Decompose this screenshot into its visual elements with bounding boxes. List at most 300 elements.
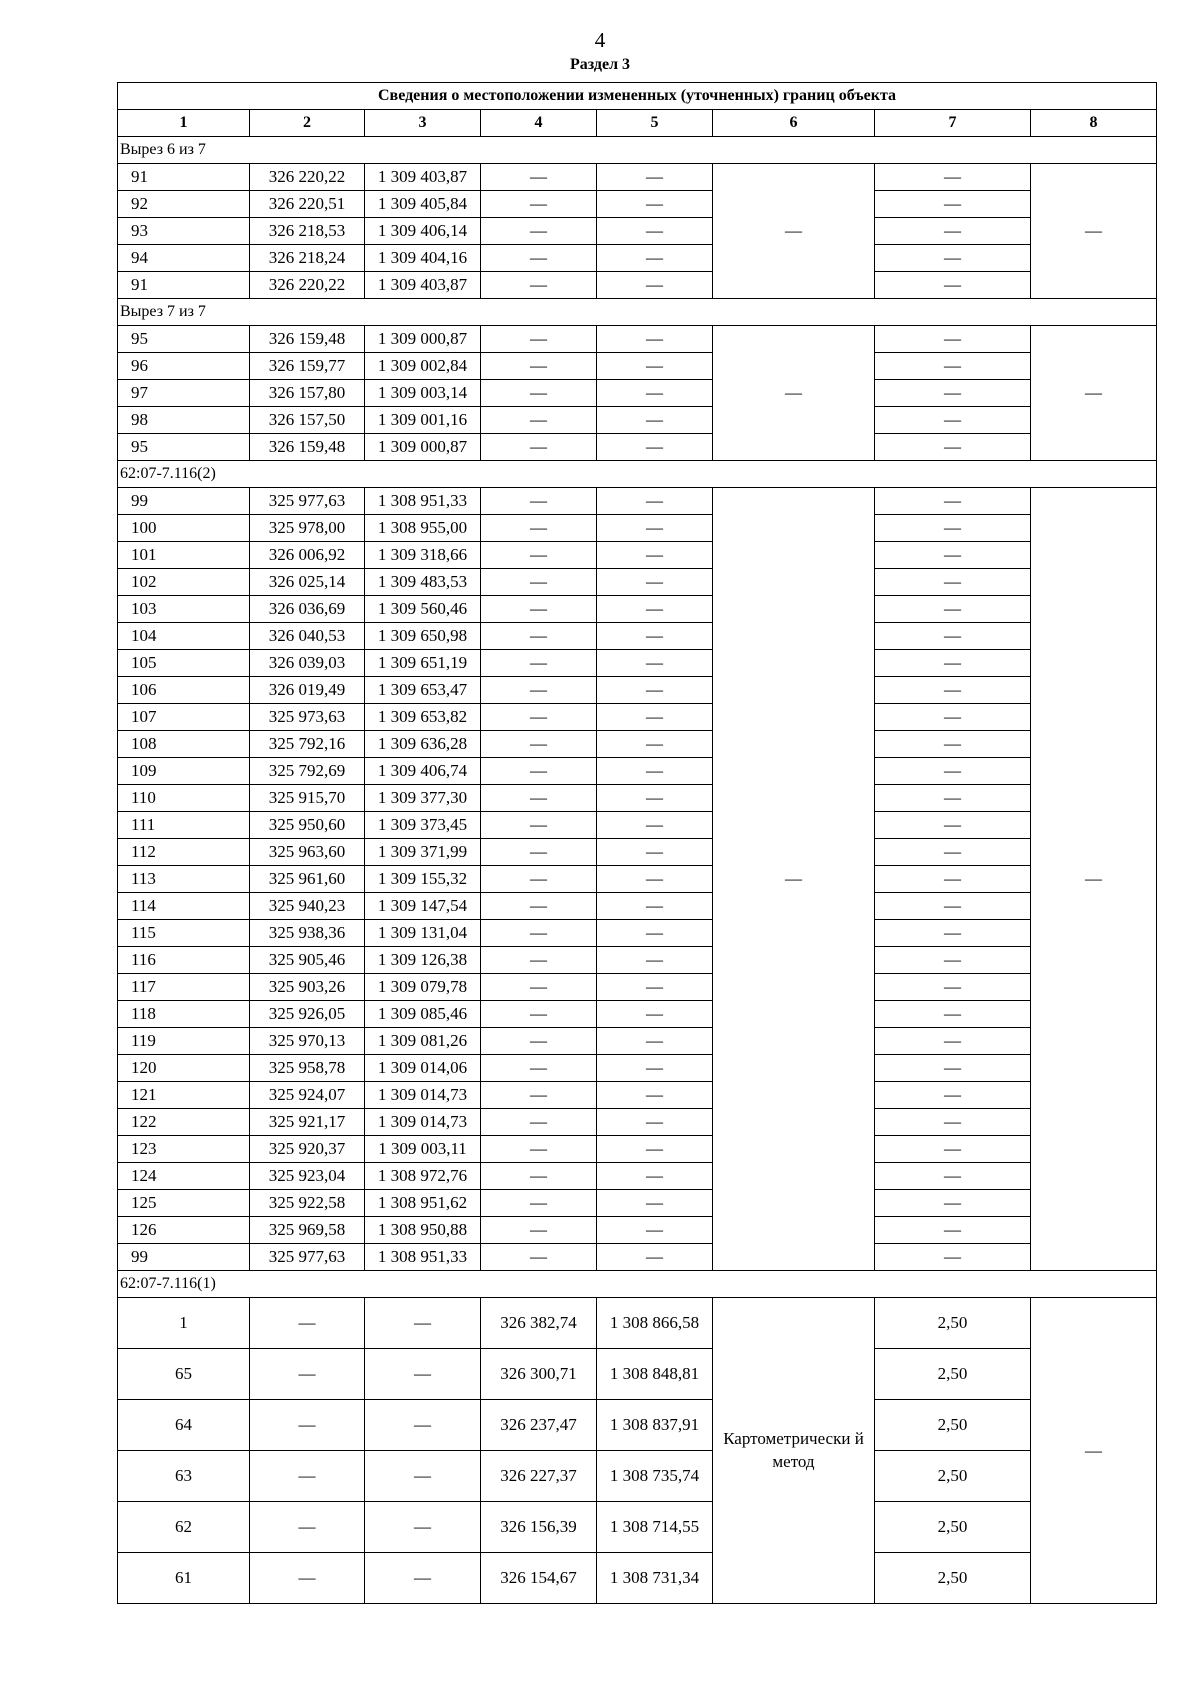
- cell-col3: 1 309 653,47: [365, 677, 481, 704]
- cell-col5: —: [597, 758, 713, 785]
- cell-col3: 1 309 000,87: [365, 326, 481, 353]
- cell-col5: —: [597, 434, 713, 461]
- cell-col5: —: [597, 596, 713, 623]
- column-header: 6: [713, 110, 875, 137]
- cell-col4: —: [481, 893, 597, 920]
- cell-col2: 326 159,48: [250, 434, 365, 461]
- cell-col7: —: [875, 569, 1031, 596]
- cell-col7: —: [875, 1001, 1031, 1028]
- cell-col5: 1 308 731,34: [597, 1553, 713, 1604]
- column-header: 5: [597, 110, 713, 137]
- cell-col4: —: [481, 434, 597, 461]
- cell-col2: 325 973,63: [250, 704, 365, 731]
- cell-col5: —: [597, 893, 713, 920]
- cell-col1: 62: [118, 1502, 250, 1553]
- table-row: [118, 1451, 1157, 1502]
- cell-col5: 1 308 714,55: [597, 1502, 713, 1553]
- table-row: [118, 488, 1157, 515]
- table-row: [118, 812, 1157, 839]
- cell-col3: 1 308 972,76: [365, 1163, 481, 1190]
- cell-col4: —: [481, 650, 597, 677]
- cell-col2: 325 903,26: [250, 974, 365, 1001]
- cell-col1: 94: [118, 245, 250, 272]
- cell-col5: —: [597, 380, 713, 407]
- cell-col2: 325 922,58: [250, 1190, 365, 1217]
- cell-col7: —: [875, 731, 1031, 758]
- cell-col3: —: [365, 1349, 481, 1400]
- cell-col4: 326 300,71: [481, 1349, 597, 1400]
- cell-col3: 1 309 147,54: [365, 893, 481, 920]
- cell-col1: 64: [118, 1400, 250, 1451]
- cell-col2: 326 019,49: [250, 677, 365, 704]
- cell-col4: —: [481, 704, 597, 731]
- cell-col7: 2,50: [875, 1502, 1031, 1553]
- group-label: 62:07-7.116(2): [118, 461, 1157, 488]
- cell-col4: —: [481, 812, 597, 839]
- column-header: 8: [1031, 110, 1157, 137]
- table-row: [118, 974, 1157, 1001]
- cell-col1: 103: [118, 596, 250, 623]
- table-title-row: [118, 83, 1157, 110]
- cell-col7: —: [875, 542, 1031, 569]
- table-row: [118, 677, 1157, 704]
- cell-col2: —: [250, 1502, 365, 1553]
- cell-col2: 326 036,69: [250, 596, 365, 623]
- table-row: [118, 866, 1157, 893]
- cell-col2: 326 039,03: [250, 650, 365, 677]
- cell-col2: 326 218,53: [250, 218, 365, 245]
- cell-col2: 326 159,77: [250, 353, 365, 380]
- group-label: Вырез 6 из 7: [118, 137, 1157, 164]
- cell-col2: 325 792,16: [250, 731, 365, 758]
- cell-col7: 2,50: [875, 1298, 1031, 1349]
- cell-col7: —: [875, 380, 1031, 407]
- cell-col3: 1 309 014,73: [365, 1082, 481, 1109]
- cell-col4: —: [481, 218, 597, 245]
- cell-col3: —: [365, 1553, 481, 1604]
- cell-col2: 326 040,53: [250, 623, 365, 650]
- cell-col5: —: [597, 1190, 713, 1217]
- cell-col3: 1 309 373,45: [365, 812, 481, 839]
- cell-col5: —: [597, 326, 713, 353]
- cell-col5: —: [597, 569, 713, 596]
- cell-col1: 105: [118, 650, 250, 677]
- cell-col4: —: [481, 245, 597, 272]
- cell-col3: 1 309 002,84: [365, 353, 481, 380]
- group-header-row: [118, 461, 1157, 488]
- cell-col1: 116: [118, 947, 250, 974]
- table-row: [118, 623, 1157, 650]
- cell-col2: 325 905,46: [250, 947, 365, 974]
- cell-col7: —: [875, 272, 1031, 299]
- cell-col7: —: [875, 1028, 1031, 1055]
- cell-col3: 1 309 000,87: [365, 434, 481, 461]
- cell-col7: —: [875, 1082, 1031, 1109]
- cell-col8-merged: —: [1031, 164, 1157, 299]
- cell-col5: 1 308 735,74: [597, 1451, 713, 1502]
- cell-col4: —: [481, 326, 597, 353]
- cell-col5: —: [597, 1028, 713, 1055]
- cell-col1: 107: [118, 704, 250, 731]
- cell-col3: —: [365, 1298, 481, 1349]
- cell-col3: 1 309 404,16: [365, 245, 481, 272]
- table-row: [118, 758, 1157, 785]
- cell-col4: —: [481, 920, 597, 947]
- cell-col1: 106: [118, 677, 250, 704]
- cell-col4: —: [481, 407, 597, 434]
- cell-col1: 104: [118, 623, 250, 650]
- cell-col3: 1 309 560,46: [365, 596, 481, 623]
- cell-col1: 98: [118, 407, 250, 434]
- cell-col2: 325 924,07: [250, 1082, 365, 1109]
- column-header: 7: [875, 110, 1031, 137]
- cell-col5: —: [597, 866, 713, 893]
- cell-col7: 2,50: [875, 1451, 1031, 1502]
- cell-col4: —: [481, 596, 597, 623]
- cell-col2: 325 923,04: [250, 1163, 365, 1190]
- table-row: [118, 191, 1157, 218]
- cell-col5: —: [597, 218, 713, 245]
- cell-col5: —: [597, 1109, 713, 1136]
- cell-col3: 1 309 085,46: [365, 1001, 481, 1028]
- cell-col3: 1 309 131,04: [365, 920, 481, 947]
- cell-col7: —: [875, 1190, 1031, 1217]
- cell-col4: —: [481, 569, 597, 596]
- cell-col7: —: [875, 1217, 1031, 1244]
- cell-col4: —: [481, 542, 597, 569]
- cell-col1: 118: [118, 1001, 250, 1028]
- cell-col5: —: [597, 1055, 713, 1082]
- cell-col4: —: [481, 623, 597, 650]
- cell-col5: —: [597, 1136, 713, 1163]
- cell-col5: —: [597, 515, 713, 542]
- cell-col8-merged: —: [1031, 326, 1157, 461]
- cell-col2: —: [250, 1400, 365, 1451]
- cell-col3: 1 308 951,62: [365, 1190, 481, 1217]
- cell-col5: —: [597, 1082, 713, 1109]
- cell-col7: —: [875, 1109, 1031, 1136]
- table-row: [118, 434, 1157, 461]
- cell-col1: 120: [118, 1055, 250, 1082]
- cell-col3: 1 309 371,99: [365, 839, 481, 866]
- column-header: 1: [118, 110, 250, 137]
- table-row: [118, 353, 1157, 380]
- cell-col1: 115: [118, 920, 250, 947]
- cell-col7: —: [875, 191, 1031, 218]
- cell-col1: 91: [118, 272, 250, 299]
- cell-col1: 65: [118, 1349, 250, 1400]
- cell-col3: 1 309 653,82: [365, 704, 481, 731]
- cell-col2: 325 977,63: [250, 1244, 365, 1271]
- cell-col1: 114: [118, 893, 250, 920]
- cell-col7: —: [875, 596, 1031, 623]
- table-row: [118, 1109, 1157, 1136]
- cell-col5: —: [597, 353, 713, 380]
- table-row: [118, 893, 1157, 920]
- column-header: 3: [365, 110, 481, 137]
- cell-col2: 325 958,78: [250, 1055, 365, 1082]
- cell-col2: 326 006,92: [250, 542, 365, 569]
- cell-col3: 1 309 483,53: [365, 569, 481, 596]
- cell-col4: —: [481, 1082, 597, 1109]
- cell-col3: 1 309 636,28: [365, 731, 481, 758]
- cell-col5: —: [597, 164, 713, 191]
- table-row: [118, 731, 1157, 758]
- table-row: [118, 326, 1157, 353]
- cell-col7: —: [875, 866, 1031, 893]
- cell-col7: —: [875, 515, 1031, 542]
- cell-col1: 93: [118, 218, 250, 245]
- cell-col7: —: [875, 704, 1031, 731]
- cell-col2: 326 157,50: [250, 407, 365, 434]
- cell-col1: 95: [118, 434, 250, 461]
- cell-col1: 100: [118, 515, 250, 542]
- table-row: [118, 1136, 1157, 1163]
- cell-col2: 326 220,51: [250, 191, 365, 218]
- table-title: Сведения о местоположении измененных (уточненных) границ объекта: [118, 83, 1157, 110]
- cell-col4: —: [481, 974, 597, 1001]
- cell-col7: —: [875, 893, 1031, 920]
- cell-col5: —: [597, 1244, 713, 1271]
- cell-col1: 99: [118, 488, 250, 515]
- table-row: [118, 1349, 1157, 1400]
- cell-col2: 325 961,60: [250, 866, 365, 893]
- cell-col3: 1 308 951,33: [365, 1244, 481, 1271]
- cell-col5: —: [597, 677, 713, 704]
- cell-col5: —: [597, 650, 713, 677]
- cell-col2: 326 218,24: [250, 245, 365, 272]
- cell-col4: —: [481, 191, 597, 218]
- cell-col2: 325 963,60: [250, 839, 365, 866]
- cell-col7: —: [875, 407, 1031, 434]
- cell-col7: —: [875, 839, 1031, 866]
- cell-col4: —: [481, 1217, 597, 1244]
- cell-col4: —: [481, 866, 597, 893]
- cell-col3: —: [365, 1451, 481, 1502]
- cell-col6-merged: —: [713, 164, 875, 299]
- cell-col1: 1: [118, 1298, 250, 1349]
- cell-col1: 126: [118, 1217, 250, 1244]
- cell-col5: —: [597, 1163, 713, 1190]
- cell-col7: —: [875, 947, 1031, 974]
- cell-col2: 325 969,58: [250, 1217, 365, 1244]
- cell-col4: —: [481, 380, 597, 407]
- cell-col5: —: [597, 191, 713, 218]
- cell-col1: 61: [118, 1553, 250, 1604]
- cell-col1: 117: [118, 974, 250, 1001]
- cell-col1: 121: [118, 1082, 250, 1109]
- cell-col1: 109: [118, 758, 250, 785]
- cell-col3: 1 309 405,84: [365, 191, 481, 218]
- table-row: [118, 839, 1157, 866]
- cell-col2: 325 915,70: [250, 785, 365, 812]
- cell-col1: 124: [118, 1163, 250, 1190]
- cell-col2: —: [250, 1553, 365, 1604]
- cell-col5: —: [597, 947, 713, 974]
- cell-col3: —: [365, 1502, 481, 1553]
- table-row: [118, 1190, 1157, 1217]
- cell-col2: 326 025,14: [250, 569, 365, 596]
- table-row: [118, 515, 1157, 542]
- cell-col4: 326 156,39: [481, 1502, 597, 1553]
- cell-col5: —: [597, 785, 713, 812]
- cell-col3: 1 309 406,74: [365, 758, 481, 785]
- cell-col7: —: [875, 434, 1031, 461]
- cell-col5: —: [597, 623, 713, 650]
- cell-col4: —: [481, 1163, 597, 1190]
- cell-col5: —: [597, 812, 713, 839]
- cell-col5: 1 308 866,58: [597, 1298, 713, 1349]
- cell-col7: —: [875, 326, 1031, 353]
- cell-col7: —: [875, 812, 1031, 839]
- table-row: [118, 407, 1157, 434]
- cell-col2: —: [250, 1349, 365, 1400]
- cell-col1: 111: [118, 812, 250, 839]
- cell-col2: 325 970,13: [250, 1028, 365, 1055]
- cell-col7: —: [875, 245, 1031, 272]
- cell-col4: —: [481, 1244, 597, 1271]
- table-row: [118, 704, 1157, 731]
- cell-col2: 325 940,23: [250, 893, 365, 920]
- cell-col5: —: [597, 974, 713, 1001]
- column-header-row: [118, 110, 1157, 137]
- cell-col1: 101: [118, 542, 250, 569]
- table-row: [118, 1001, 1157, 1028]
- cell-col6-merged: —: [713, 488, 875, 1271]
- cell-col2: 326 157,80: [250, 380, 365, 407]
- cell-col7: —: [875, 488, 1031, 515]
- cell-col3: 1 309 014,73: [365, 1109, 481, 1136]
- cell-col1: 125: [118, 1190, 250, 1217]
- cell-col1: 95: [118, 326, 250, 353]
- group-header-row: [118, 1271, 1157, 1298]
- cell-col1: 96: [118, 353, 250, 380]
- cell-col7: 2,50: [875, 1349, 1031, 1400]
- cell-col2: 325 920,37: [250, 1136, 365, 1163]
- cell-col1: 110: [118, 785, 250, 812]
- page-number: 4: [594, 28, 606, 52]
- cell-col5: 1 308 837,91: [597, 1400, 713, 1451]
- table-row: [118, 380, 1157, 407]
- cell-col4: —: [481, 1136, 597, 1163]
- cell-col3: 1 309 003,11: [365, 1136, 481, 1163]
- cell-col5: —: [597, 407, 713, 434]
- cell-col5: —: [597, 488, 713, 515]
- table-row: [118, 272, 1157, 299]
- cell-col1: 91: [118, 164, 250, 191]
- table-row: [118, 245, 1157, 272]
- cell-col6-merged: —: [713, 326, 875, 461]
- cell-col4: —: [481, 515, 597, 542]
- table-row: [118, 1298, 1157, 1349]
- cell-col3: 1 308 950,88: [365, 1217, 481, 1244]
- cell-col4: —: [481, 1001, 597, 1028]
- cell-col2: 325 926,05: [250, 1001, 365, 1028]
- cell-col4: —: [481, 164, 597, 191]
- cell-col3: 1 309 003,14: [365, 380, 481, 407]
- cell-col6-merged: Картометрически й метод: [713, 1298, 875, 1604]
- table-row: [118, 1553, 1157, 1604]
- cell-col1: 113: [118, 866, 250, 893]
- cell-col4: —: [481, 758, 597, 785]
- cell-col4: 326 382,74: [481, 1298, 597, 1349]
- cell-col3: 1 309 318,66: [365, 542, 481, 569]
- cell-col3: 1 309 081,26: [365, 1028, 481, 1055]
- cell-col2: 325 978,00: [250, 515, 365, 542]
- cell-col1: 99: [118, 1244, 250, 1271]
- cell-col4: —: [481, 785, 597, 812]
- cell-col5: —: [597, 272, 713, 299]
- cell-col7: 2,50: [875, 1553, 1031, 1604]
- cell-col4: —: [481, 1190, 597, 1217]
- cell-col1: 102: [118, 569, 250, 596]
- cell-col5: —: [597, 1217, 713, 1244]
- cell-col3: 1 309 126,38: [365, 947, 481, 974]
- column-header: 2: [250, 110, 365, 137]
- cell-col7: —: [875, 1244, 1031, 1271]
- cell-col3: 1 309 403,87: [365, 272, 481, 299]
- column-header: 4: [481, 110, 597, 137]
- cell-col3: 1 309 377,30: [365, 785, 481, 812]
- table-row: [118, 596, 1157, 623]
- table-row: [118, 1028, 1157, 1055]
- cell-col3: 1 309 403,87: [365, 164, 481, 191]
- cell-col3: 1 309 406,14: [365, 218, 481, 245]
- cell-col2: —: [250, 1451, 365, 1502]
- cell-col4: —: [481, 272, 597, 299]
- cell-col1: 108: [118, 731, 250, 758]
- cell-col7: —: [875, 677, 1031, 704]
- table-row: [118, 569, 1157, 596]
- table-row: [118, 785, 1157, 812]
- cell-col2: 326 220,22: [250, 272, 365, 299]
- cell-col4: 326 154,67: [481, 1553, 597, 1604]
- cell-col3: 1 308 951,33: [365, 488, 481, 515]
- cell-col3: 1 309 001,16: [365, 407, 481, 434]
- cell-col3: 1 309 079,78: [365, 974, 481, 1001]
- cell-col7: 2,50: [875, 1400, 1031, 1451]
- cell-col1: 63: [118, 1451, 250, 1502]
- cell-col2: 325 977,63: [250, 488, 365, 515]
- cell-col7: —: [875, 1055, 1031, 1082]
- table-row: [118, 650, 1157, 677]
- cell-col1: 112: [118, 839, 250, 866]
- cell-col7: —: [875, 353, 1031, 380]
- cell-col2: 326 220,22: [250, 164, 365, 191]
- cell-col5: 1 308 848,81: [597, 1349, 713, 1400]
- cell-col4: —: [481, 1055, 597, 1082]
- cell-col7: —: [875, 785, 1031, 812]
- cell-col2: 325 921,17: [250, 1109, 365, 1136]
- cell-col3: 1 309 014,06: [365, 1055, 481, 1082]
- cell-col5: —: [597, 839, 713, 866]
- cell-col2: 325 792,69: [250, 758, 365, 785]
- cell-col2: 325 938,36: [250, 920, 365, 947]
- cell-col7: —: [875, 974, 1031, 1001]
- table-row: [118, 164, 1157, 191]
- cell-col5: —: [597, 704, 713, 731]
- section-title: Раздел 3: [569, 56, 631, 73]
- cell-col7: —: [875, 758, 1031, 785]
- cell-col7: —: [875, 218, 1031, 245]
- cell-col3: 1 309 650,98: [365, 623, 481, 650]
- group-label: 62:07-7.116(1): [118, 1271, 1157, 1298]
- cell-col4: —: [481, 353, 597, 380]
- cell-col5: —: [597, 920, 713, 947]
- cell-col4: —: [481, 839, 597, 866]
- cell-col3: 1 308 955,00: [365, 515, 481, 542]
- group-header-row: [118, 137, 1157, 164]
